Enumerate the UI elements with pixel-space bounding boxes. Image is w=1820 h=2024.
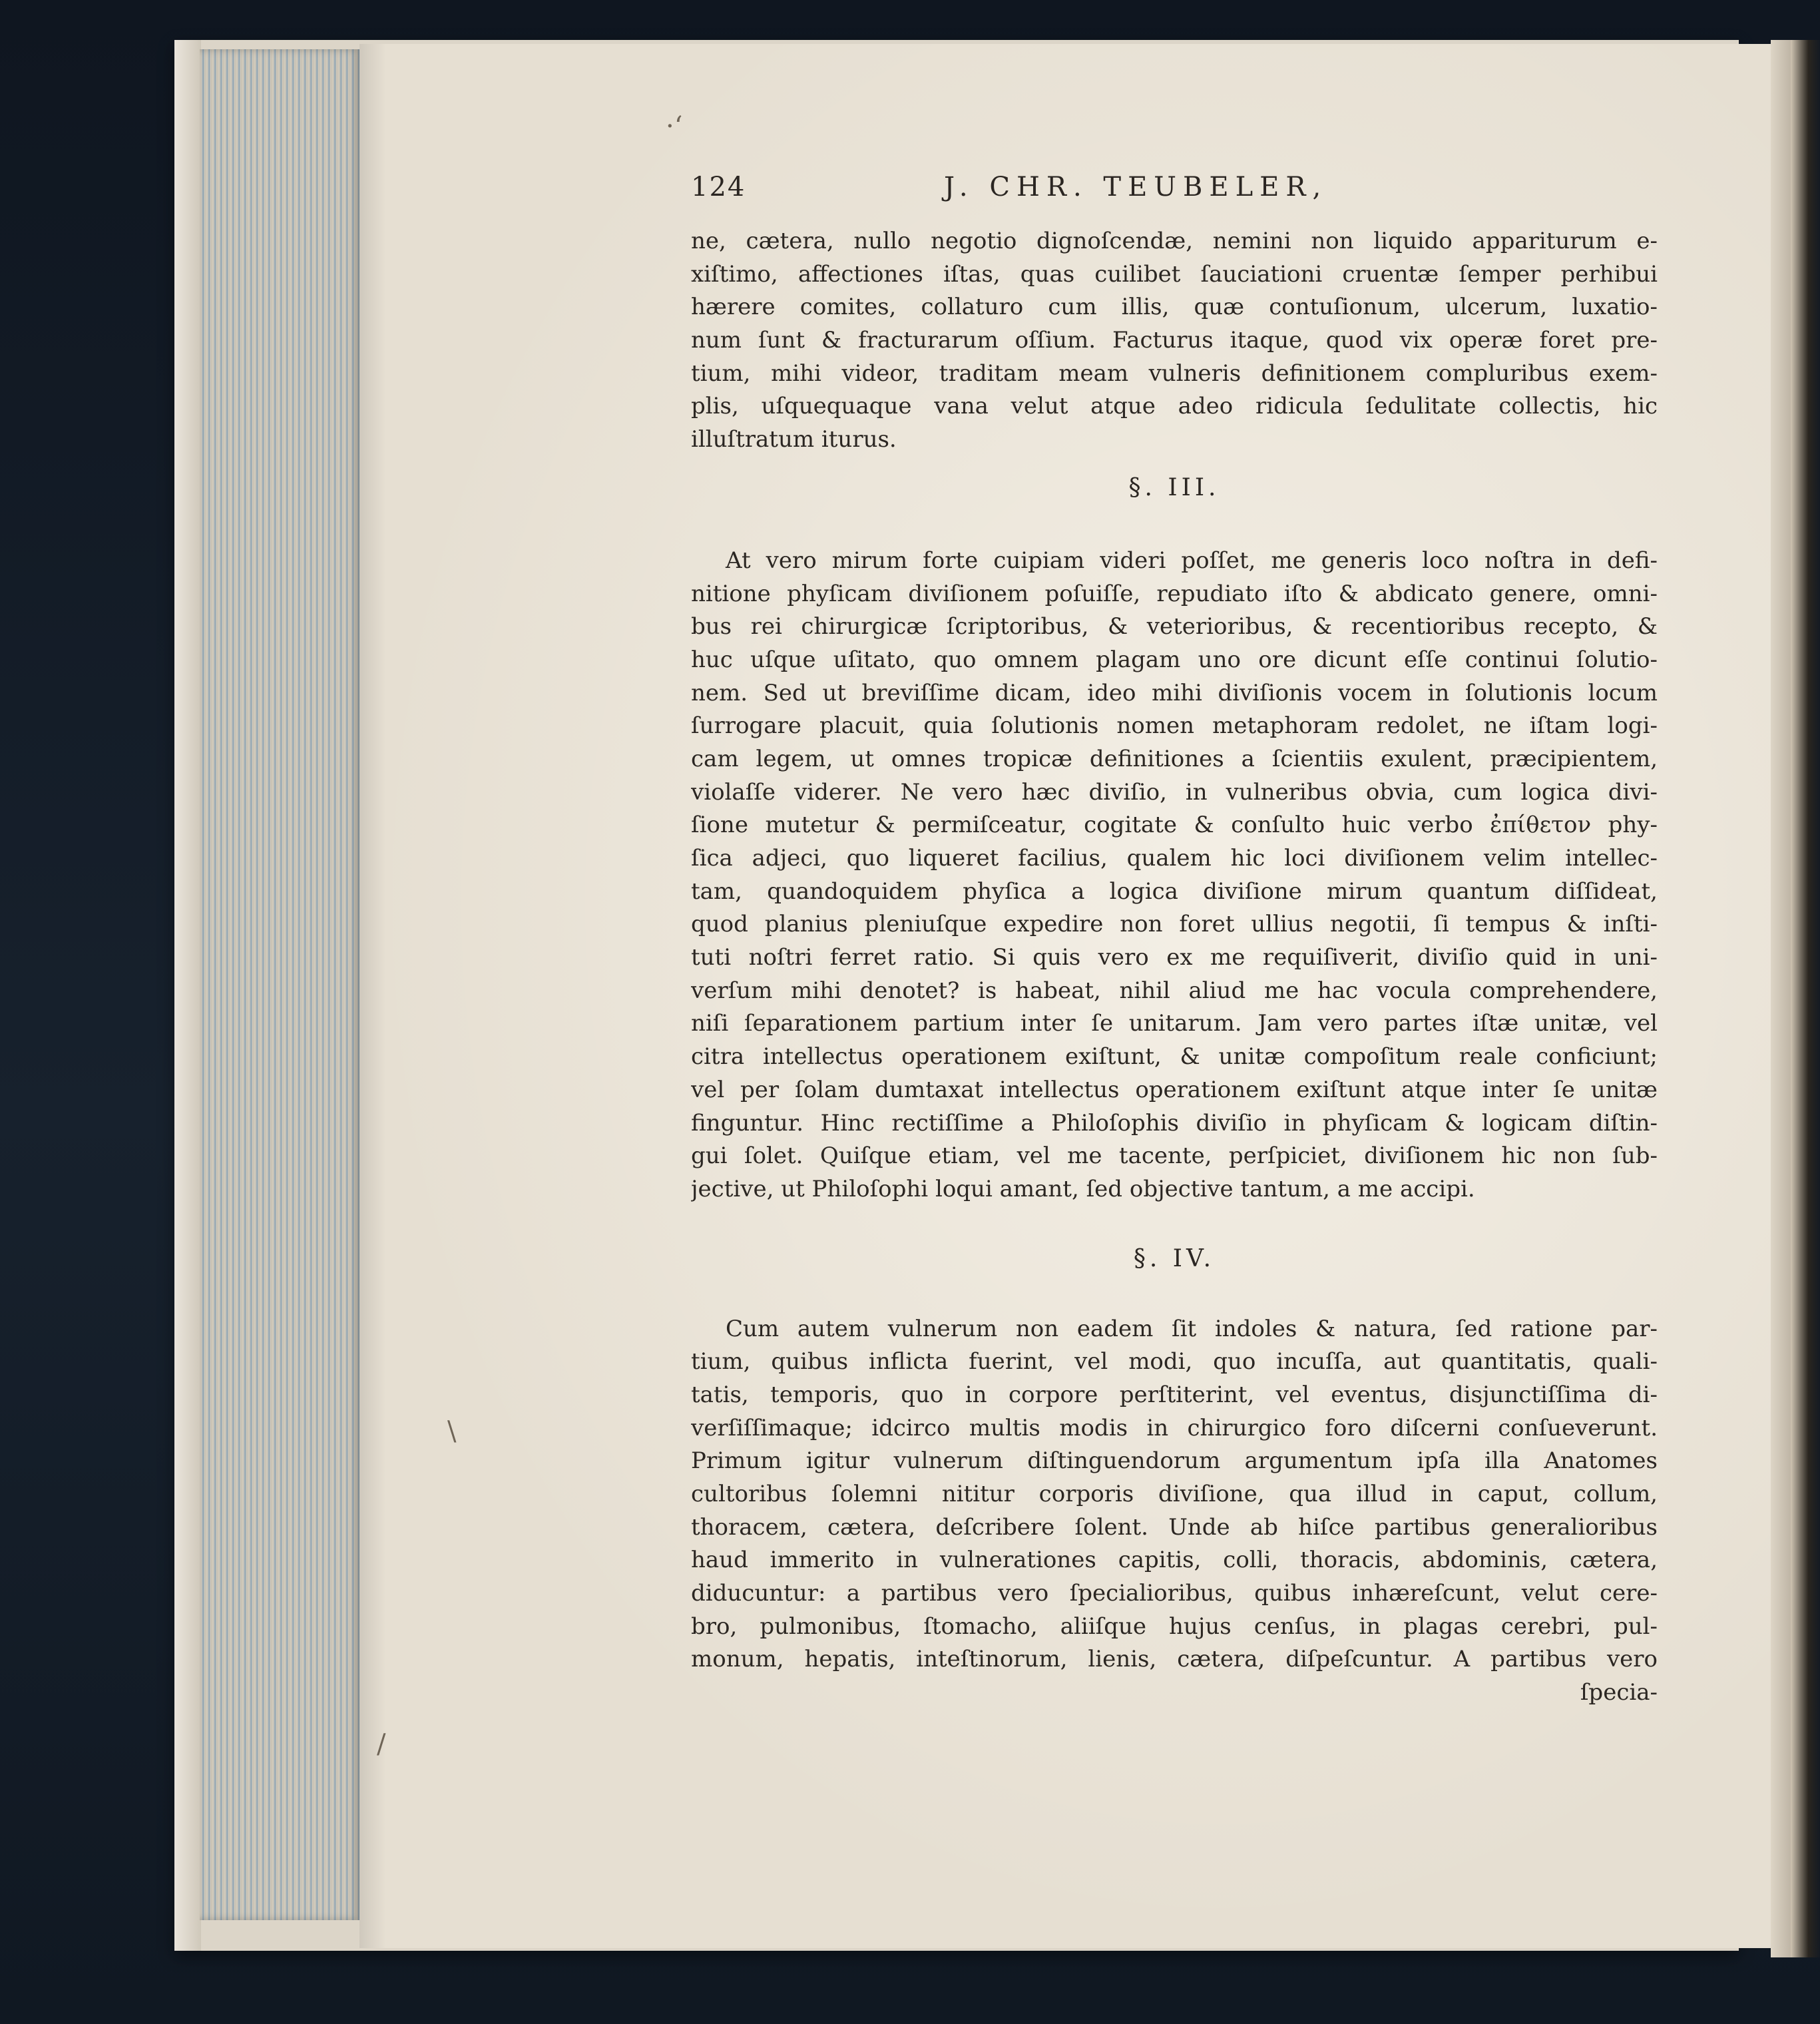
text-line: nitione phyſicam diviſionem poſuiſſe, repudiato iſto & abdicato genere, omni- [691,580,1658,607]
section-heading-3: §. III. [1128,473,1220,501]
paragraph-1 [691,225,1658,457]
text-line: plis, uſquequaque vana velut atque adeo ridicula ſedulitate collectis, hic [691,393,1658,420]
body-text [691,225,1658,1710]
paragraph-3 [691,1313,1658,1677]
page-edges-stack [200,49,359,1920]
text-line: jective, ut Philoſophi loqui amant, ſed objective tantum, a me accipi. [691,1175,1475,1202]
text-line: verſum mihi denotet? is habeat, nihil aliud me hac vocula comprehendere, [691,977,1658,1004]
text-line: hærere comites, collaturo cum illis, quæ contuſionum, ulcerum, luxatio- [691,294,1658,321]
running-head [691,172,1658,225]
text-line: xiſtimo, affectiones iſtas, quas cuilibet ſauciationi cruentæ ſemper perhibui [691,260,1658,288]
book-binding [174,40,201,1951]
text-line: Primum igitur vulnerum diſtinguendorum argumentum ipſa illa Anatomes [691,1447,1658,1475]
ink-mark: / [377,1729,386,1760]
text-line: bus rei chirurgicæ ſcriptoribus, & veterioribus, & recentioribus recepto, & [691,613,1658,640]
text-line: finguntur. Hinc rectiſſime a Philoſophis diviſio in phyſicam & logicam diſtin- [691,1109,1658,1137]
text-line: diducuntur: a partibus vero ſpecialioribus, quibus inhæreſcunt, velut cere- [691,1580,1658,1607]
right-gutter-shadow [1791,40,1820,1957]
running-head-author: J. CHR. TEUBELER, [944,172,1328,202]
text-line: nem. Sed ut breviſſime dicam, ideo mihi diviſionis vocem in ſolutionis locum [691,679,1658,706]
text-line: tium, quibus inflicta fuerint, vel modi, quo incuſſa, aut quantitatis, quali- [691,1348,1658,1376]
text-line: vel per ſolam dumtaxat intellectus operationem exiſtunt atque inter ſe unitæ [691,1076,1658,1103]
text-line: huc uſque uſitato, quo omnem plagam uno ore dicunt eſſe continui ſolutio- [691,646,1658,673]
text-line: cultoribus ſolemni nititur corporis diviſione, qua illud in caput, collum, [691,1481,1658,1507]
text-line: niſi ſeparationem partium inter ſe unitarum. Jam vero partes iſtæ unitæ, vel [691,1010,1658,1037]
page-number: 124 [691,172,746,202]
text-line: At vero mirum forte cuipiam videri poſſet, me generis loco noſtra in defi- [726,547,1658,574]
text-line: num ſunt & fracturarum oſſium. Facturus itaque, quod vix operæ foret pre- [691,327,1658,354]
text-line: monum, hepatis, inteſtinorum, lienis, cætera, diſpeſcuntur. A partibus vero [691,1646,1658,1673]
text-line: tam, quandoquidem phyſica a logica diviſione mirum quantum diſſideat, [691,878,1658,905]
text-line: illuſtratum iturus. [691,426,897,453]
ink-mark: ·ʻ [666,111,683,142]
text-line: Cum autem vulnerum non eadem ſit indoles & natura, ſed ratione par- [726,1315,1658,1342]
text-line: violaſſe viderer. Ne vero hæc diviſio, in vulneribus obvia, cum logica divi- [691,778,1658,806]
text-line: ne, cætera, nullo negotio dignoſcendæ, nemini non liquido appariturum e- [691,228,1658,254]
text-line: ſica adjeci, quo liqueret facilius, qualem hic loci diviſionem velim intellec- [691,845,1658,872]
paragraph-2 [691,545,1658,1206]
text-line: tium, mihi videor, traditam meam vulneris definitionem compluribus exem- [691,360,1658,387]
text-line: tatis, temporis, quo in corpore perſtiterint, vel eventus, disjunctiſſima di- [691,1381,1658,1408]
text-line: ſione mutetur & permiſceatur, cogitate & conſulto huic verbo ἐπίθετον phy- [691,812,1658,839]
catchword: ſpecia- [1580,1679,1658,1706]
text-line: quod planius pleniuſque expedire non foret ullius negotii, ſi tempus & inſti- [691,911,1658,938]
text-line: cam legem, ut omnes tropicæ definitiones a ſcientiis exulent, præcipientem, [691,745,1658,772]
page-text [691,172,1658,1710]
text-line: haud immerito in vulnerationes capitis, colli, thoracis, abdominis, cætera, [691,1547,1658,1574]
text-line: tuti noſtri ferret ratio. Si quis vero ex me requiſiverit, diviſio quid in uni- [691,944,1658,971]
text-line: bro, pulmonibus, ſtomacho, aliiſque hujus cenſus, in plagas cerebri, pul- [691,1613,1658,1640]
text-line: thoracem, cætera, deſcribere ſolent. Unde ab hiſce partibus generalioribus [691,1513,1658,1541]
text-line: ſurrogare placuit, quia ſolutionis nomen metaphoram redolet, ne iſtam logi- [691,712,1658,740]
section-heading-4: §. IV. [1133,1244,1216,1272]
ink-mark: \ [447,1416,457,1447]
text-line: verſiſſimaque; idcirco multis modis in chirurgico foro diſcerni conſueverunt. [691,1414,1658,1441]
text-line: citra intellectus operationem exiſtunt, & unitæ compoſitum reale conficiunt; [691,1043,1658,1071]
text-line: gui ſolet. Quiſque etiam, vel me tacente, perſpiciet, diviſionem hic non ſub- [691,1142,1658,1170]
